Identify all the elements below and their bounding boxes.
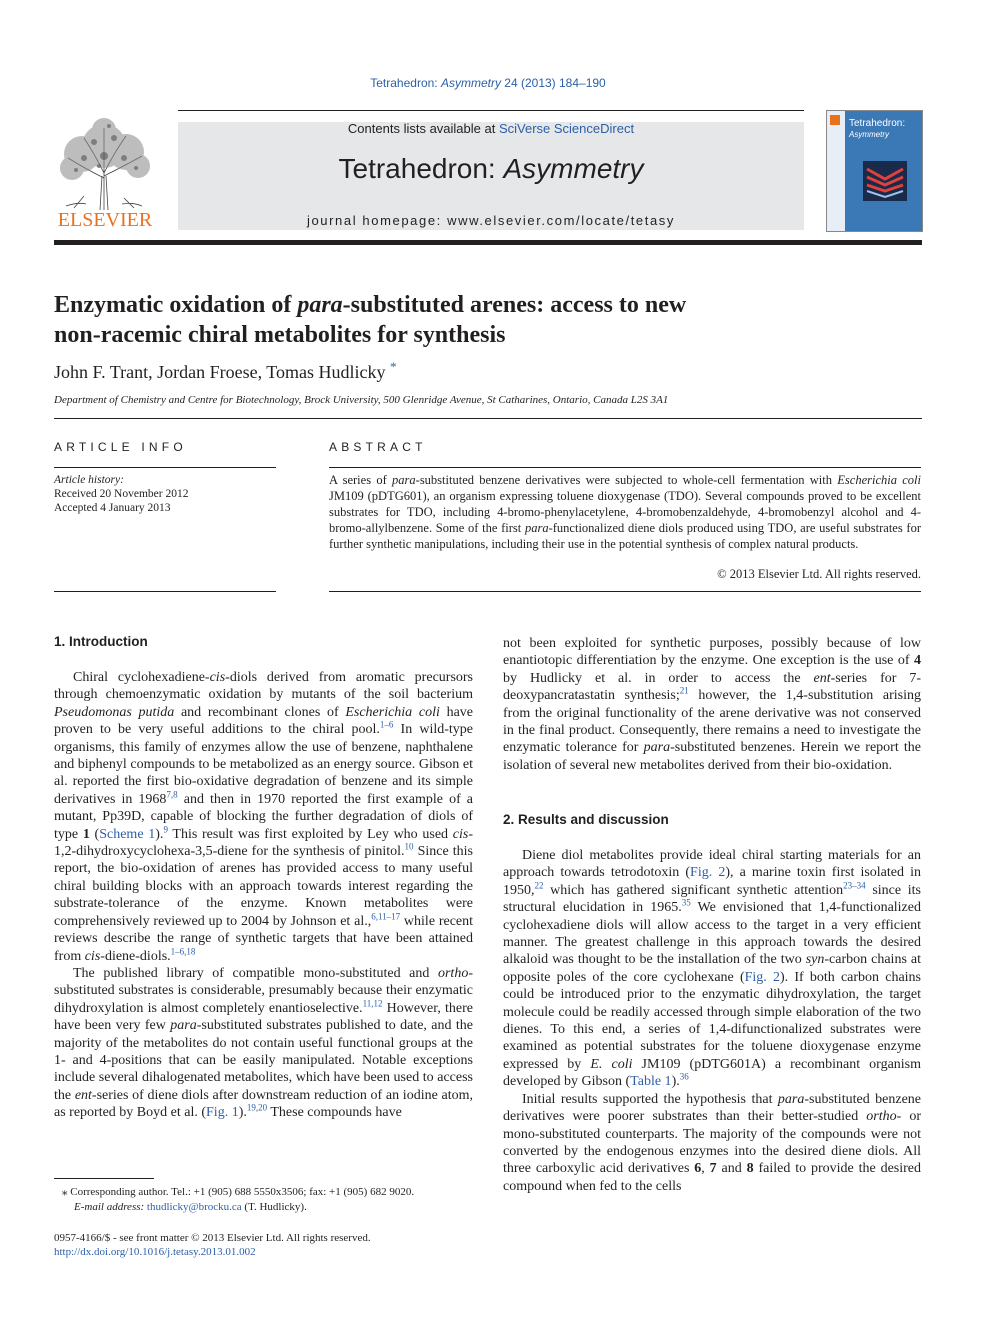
email-suffix: (T. Hudlicky).: [241, 1201, 307, 1213]
contents-prefix: Contents lists available at: [347, 121, 499, 136]
sciencedirect-link[interactable]: SciVerse ScienceDirect: [498, 121, 635, 136]
intro-heading: 1. Introduction: [54, 634, 148, 649]
journal-title-plain: Tetrahedron:: [338, 153, 504, 184]
contents-line: [178, 121, 804, 136]
corresponding-author-note: Corresponding author. Tel.: +1 (905) 688 5550x3506; fax: +1 (905) 682 9020.: [70, 1186, 415, 1198]
results-paragraph-2: Initial results supported the hypothesis that para-substituted benzene derivatives were poorer substrates than their better-studied ortho- or mono-substituted counterparts. The majority of the compounds were not converted by the endogenous enzymes into the desired diene diols. All three carboxylic acid derivatives 6, 7 and 8 failed to provide the desired compound when fed to the cells: [503, 1091, 922, 1194]
abstract-bottom-rule: [329, 591, 921, 592]
intro-body-right: [503, 635, 921, 774]
issn-line: 0957-4166/$ - see front matter © 2013 Elsevier Ltd. All rights reserved.: [54, 1232, 371, 1244]
article-info-label: ARTICLE INFO: [54, 440, 187, 454]
article-title: [54, 290, 934, 350]
affiliation: Department of Chemistry and Centre for Biotechnology, Brock University, 500 Glenridge Avenue, St Catharines, Ontario, Canada L2S 3A1: [54, 394, 669, 406]
affiliation-rule: [54, 418, 922, 419]
article-info-rule: [54, 467, 276, 468]
journal-homepage: [178, 213, 804, 228]
masthead-top-rule: [178, 110, 804, 111]
journal-title: [178, 153, 804, 185]
abstract-copyright: © 2013 Elsevier Ltd. All rights reserved.: [717, 567, 921, 581]
title-part2: -substituted arenes: access to new: [342, 292, 687, 318]
citation-journal: Asymmetry: [440, 76, 501, 90]
author-list: [54, 359, 397, 383]
footnote-star: ⁎: [62, 1186, 68, 1198]
history-label: Article history:: [54, 474, 124, 486]
front-matter: [54, 1231, 554, 1259]
footnote: [54, 1185, 473, 1215]
cover-title-line1: Tetrahedron:: [849, 118, 906, 129]
article-history: [54, 473, 276, 515]
journal-cover-thumbnail[interactable]: [826, 110, 923, 232]
corresponding-author-mark[interactable]: *: [389, 359, 397, 374]
results-body: [503, 847, 921, 1195]
cover-artwork-icon: [863, 161, 907, 201]
email-link[interactable]: thudlicky@brocku.ca: [146, 1201, 242, 1213]
homepage-url[interactable]: www.elsevier.com/locate/tetasy: [447, 213, 675, 228]
journal-citation[interactable]: [0, 76, 976, 90]
tree-icon: [54, 118, 156, 212]
title-italic: para: [297, 292, 343, 318]
cover-logo-mark: [830, 115, 840, 125]
accepted-date: Accepted 4 January 2013: [54, 502, 171, 514]
header-rule: [54, 240, 922, 245]
cover-side-strip: [827, 111, 845, 231]
email-label: E-mail address:: [74, 1201, 147, 1213]
received-date: Received 20 November 2012: [54, 488, 189, 500]
footnote-rule: [54, 1178, 154, 1179]
journal-title-italic: Asymmetry: [503, 153, 644, 184]
authors-text: John F. Trant, Jordan Froese, Tomas Hudlicky: [54, 362, 386, 382]
intro-paragraph-1: Chiral cyclohexadiene-cis-diols derived from aromatic precursors through chemoenzymatic oxidation by mutants of the soil bacterium Pseudomonas putida and recombinant clones of Escherichia coli have proven to be very useful additions to the chiral pool.$^{1-6}$ In wild-type organisms, this family of enzymes allow the use of benzene, naphthalene and biphenyl compounds to be metabolized as an energy source. Gibson et al. reported the first bio-oxidative degradation of benzene and its simple derivatives in 1968$^{7,8}$ and then in 1970 reported the first example of a mutant, Pp39D, capable of blocking the further degradation of diols of type 1 (Scheme 1).$^9$ This result was first exploited by Ley who used cis-1,2-dihydroxycyclohexa-3,5-diene for the synthesis of pinitol.$^{10}$ Since this report, the bio-oxidation of arenes has provided access to many useful chiral building blocks with an approach towards interest regarding the substrate-tolerance of the enzyme. Known metabolites were comprehensively reviewed up to 2004 by Johnson et al.,$^{6,11-17}$ while recent reviews describe the range of synthetic targets that have been attained from cis-diene-diols.$^{1-6,18}$: [54, 670, 474, 964]
abstract-text: A series of para-substituted benzene derivatives were subjected to whole-cell fermentation with Escherichia coli JM109 (pDTG601), an organism expressing toluene dioxygenase (TDO). Several compounds proved to be excellent substrates for TDO, including 4-bromo-phenylacetylene, 4-bromobenzaldehyde, 4-bromobenzyl alcohol and 4-bromo-allylbenzene. Some of the first para-functionalized diene diols produced using TDO, are useful substrates for further synthetic manipulations, including their use in the potential synthesis of complex natural products.: [329, 473, 922, 551]
title-line2: non-racemic chiral metabolites for synthesis: [54, 322, 506, 348]
citation-suffix: 24 (2013) 184–190: [500, 76, 606, 90]
title-part1: Enzymatic oxidation of: [54, 292, 298, 318]
intro-body-left: [54, 669, 473, 1122]
abstract-label: ABSTRACT: [329, 440, 427, 454]
intro-paragraph-2: The published library of compatible mono-substituted and ortho-substituted substrates is considerable, presumably because their enzymatic dihydroxylation is almost completely enantioselective.$^{11,12}$ However, there have been very few para-substituted substrates published to date, and the majority of the metabolites do not contain useful functional groups at the 1- and 4-positions that can be easily manipulated. Notable exceptions include several dihalogenated metabolites, which have been used to access the ent-series of diene diols after downstream reduction of an iodine atom, as reported by Boyd et al. (Fig. 1).$^{19,20}$ These compounds have: [54, 965, 474, 1121]
results-paragraph-1: Diene diol metabolites provide ideal chiral starting materials for an approach towards tetrodotoxin (Fig. 2), a marine toxin first isolated in 1950,22 which has gathered significant synthetic attention$^{23-34}$ since its structural elucidation in 1965.35 We envisioned that 1,4-functionalized cyclohexadiene diols will allow access to the target in a very efficient manner. The greatest challenge in this approach towards the desired alkaloid was thought to be the installation of the two syn-carbon chains at opposite poles of the core cyclohexane (Fig. 2). If both carbon chains could be introduced prior to the enzymatic dihydroxylation, the target molecule could be readily accessed through simple elaboration of the two dienes. To this end, a series of 1,4-difunctionalized substrates were examined as potential substrates for the toluene dioxygenase enzyme expressed by E. coli JM109 (pDTG601A) a recombinant organism developed by Gibson (Table 1).$^{36}$: [503, 848, 922, 1090]
results-heading: 2. Results and discussion: [503, 812, 669, 827]
homepage-label: journal homepage:: [306, 213, 448, 228]
doi-link[interactable]: http://dx.doi.org/10.1016/j.tetasy.2013.01.002: [54, 1246, 256, 1258]
abstract-rule: [329, 467, 921, 468]
elsevier-wordmark: ELSEVIER: [57, 209, 153, 231]
cover-title: [849, 118, 905, 140]
citation-prefix: Tetrahedron:: [370, 76, 441, 90]
intro-paragraph-2-continued: not been exploited for synthetic purposes, possibly because of low enantiotopic differentiation by the enzyme. One exception is the use of 4 by Hudlicky et al. in order to access the ent-series for 7-deoxypancratastatin synthesis;$^{21}$ however, the 1,4-substitution arising from the original functionality of the arene derivative was not conserved in the final product. Consequently, there remains a need to investigate the enzymatic tolerance for para-substituted benzenes. Herein we report the isolation of several new metabolites derived from their bio-oxidation.: [503, 636, 922, 773]
cover-title-line2: Asymmetry: [849, 130, 889, 139]
article-info-bottom-rule: [54, 591, 276, 592]
elsevier-logo: [54, 118, 156, 232]
